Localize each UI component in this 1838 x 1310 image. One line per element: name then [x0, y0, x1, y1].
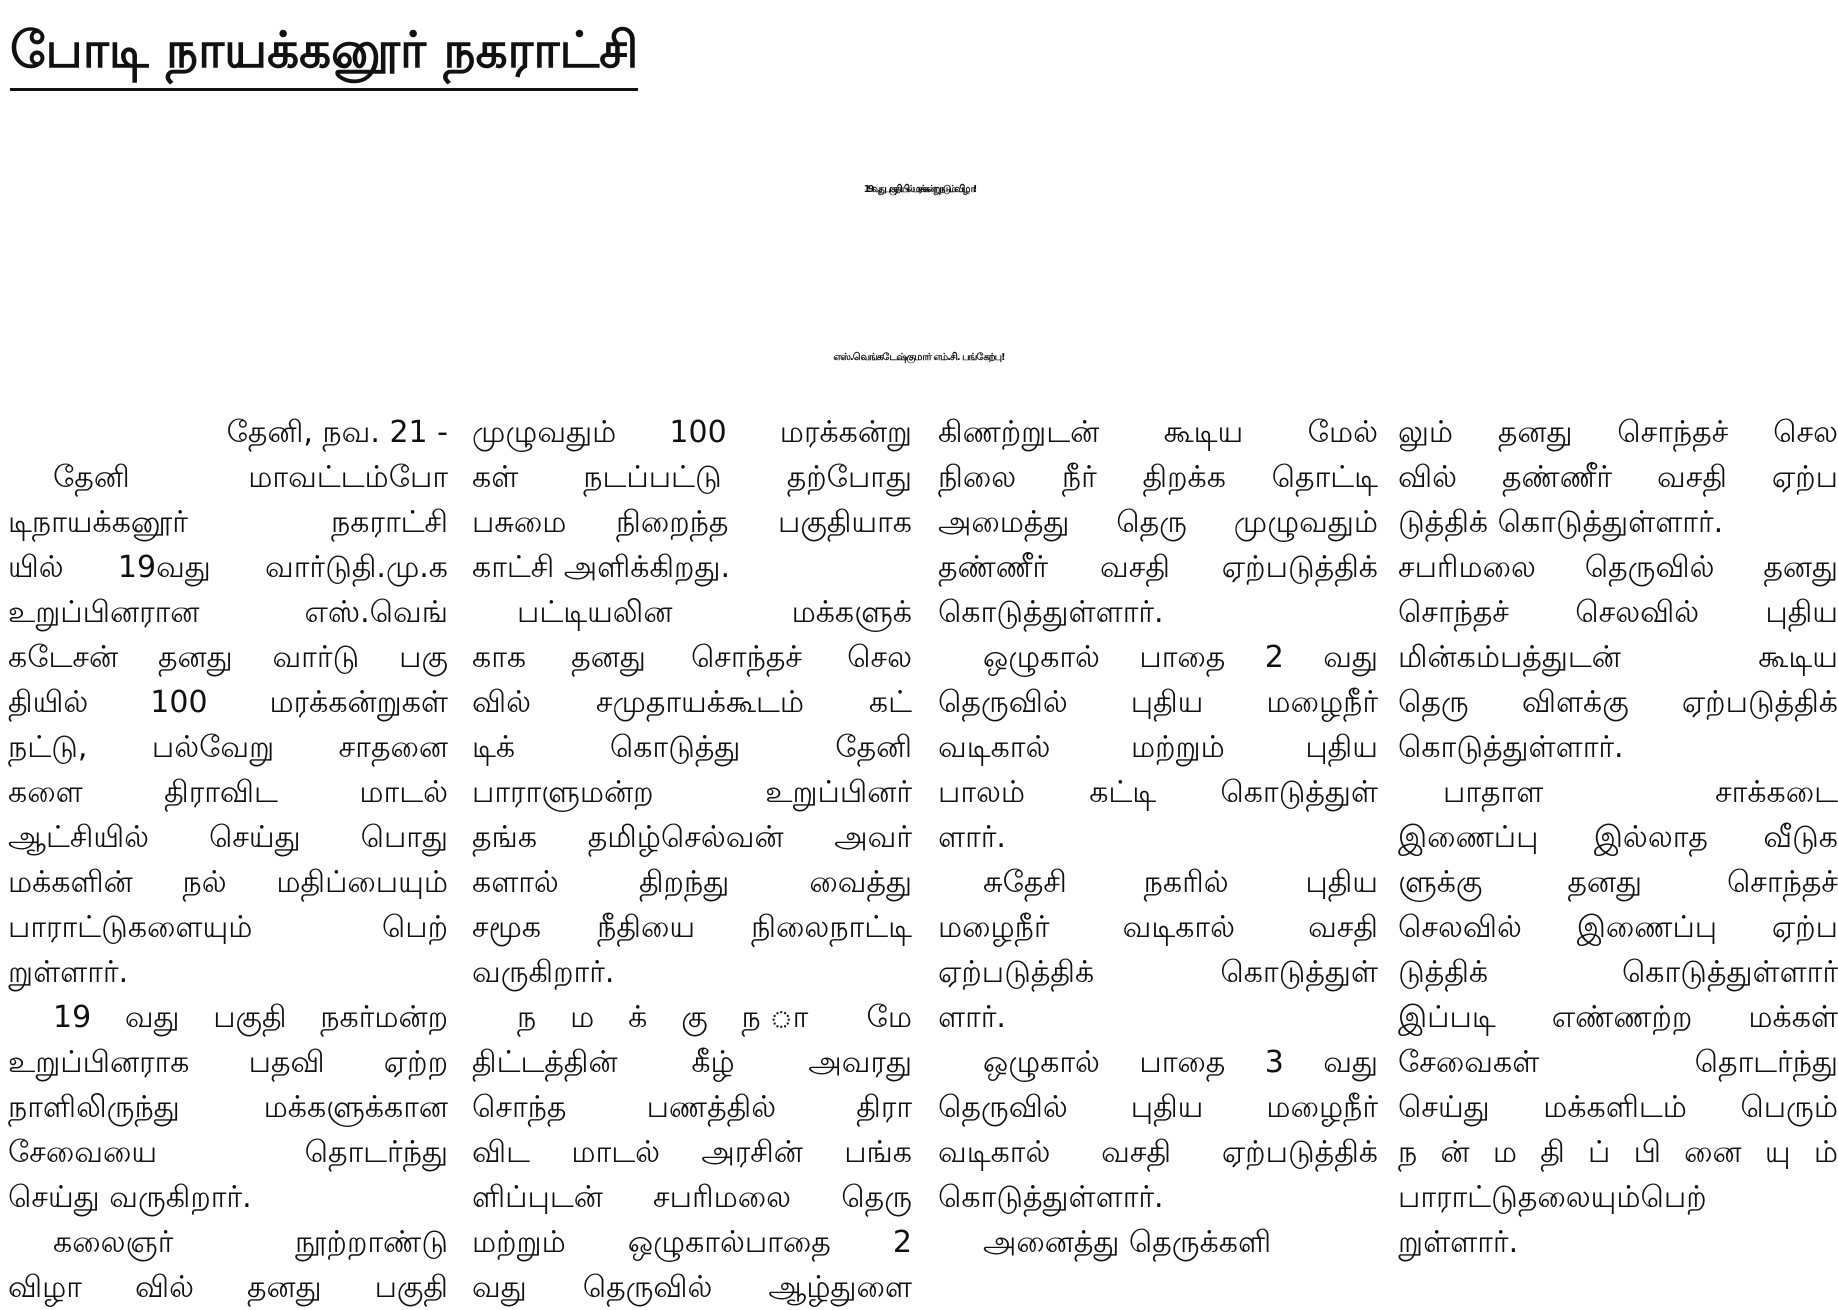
article-line: ஏற்படுத்திக் கொடுத்துள்: [938, 955, 1378, 990]
article-line: கொடுத்துள்ளார்.: [938, 595, 1164, 630]
article-line: மின்கம்பத்துடன் கூடிய: [1398, 640, 1838, 675]
article-line: இணைப்பு இல்லாத வீடுக: [1398, 820, 1838, 855]
article-line: கொடுத்துள்ளார்.: [938, 1180, 1164, 1215]
article-line: உறுப்பினரான எஸ்.வெங்: [8, 595, 448, 630]
article-column-3: [938, 410, 1378, 1260]
subheadline: எஸ்.வெங்கடேஷ்குமார் எம்.சி. பங்கேற்பு!: [833, 352, 1005, 363]
article-line: இப்படி எண்ணற்ற மக்கள்: [1398, 1000, 1838, 1035]
article-line: அனைத்து தெருக்களி: [983, 1225, 1272, 1260]
article-line: வது தெருவில் ஆழ்துளை: [472, 1270, 912, 1305]
article-line: நாளிலிருந்து மக்களுக்கான: [8, 1090, 448, 1125]
article-line: விழா வில் தனது பகுதி: [8, 1270, 448, 1305]
article-line: வில் தண்ணீர் வசதி ஏற்ப: [1398, 460, 1838, 495]
article-line: களை திராவிட மாடல்: [8, 775, 448, 810]
article-line: தேனி மாவட்டம்போ: [53, 460, 448, 495]
article-line: சேவைகள் தொடர்ந்து: [1398, 1045, 1838, 1080]
article-line: ஒழுகால் பாதை 3 வது: [983, 1045, 1378, 1080]
article-line: செய்து வருகிறார்.: [8, 1180, 252, 1215]
article-column-2: [472, 410, 912, 1305]
article-body: [8, 410, 1838, 1305]
article-line: டிக் கொடுத்து தேனி: [472, 730, 912, 765]
article-line: உறுப்பினராக பதவி ஏற்ற: [8, 1045, 448, 1080]
article-line: செலவில் இணைப்பு ஏற்ப: [1398, 910, 1838, 945]
article-line: சமூக நீதியை நிலைநாட்டி: [472, 910, 912, 945]
article-line: சபரிமலை தெருவில் தனது: [1398, 550, 1838, 585]
article-line: தெருவில் புதிய மழைநீர்: [938, 1090, 1378, 1125]
article-line: கடேசன் தனது வார்டு பகு: [8, 640, 448, 675]
section-kicker: போடி நாயக்கனூர் நகராட்சி: [10, 18, 638, 91]
article-line: டுத்திக் கொடுத்துள்ளார்: [1398, 955, 1838, 990]
article-line: கிணற்றுடன் கூடிய மேல்: [938, 415, 1378, 450]
article-column-4: [1398, 410, 1838, 1260]
article-line: விட மாடல் அரசின் பங்க: [472, 1135, 912, 1170]
article-line: நட்டு, பல்வேறு சாதனை: [8, 730, 448, 765]
article-line: டுத்திக் கொடுத்துள்ளார்.: [1398, 505, 1724, 540]
article-line: ளுக்கு தனது சொந்தச்: [1398, 865, 1838, 900]
article-line: களால் திறந்து வைத்து: [472, 865, 912, 900]
article-line: கள் நடப்பட்டு தற்போது: [472, 460, 912, 495]
article-line: சொந்தச் செலவில் புதிய: [1398, 595, 1838, 630]
article-line: காட்சி அளிக்கிறது.: [472, 550, 731, 585]
article-line: ந ம க் கு ந ா மே: [517, 1000, 912, 1035]
article-line: சுதேசி நகரில் புதிய: [983, 865, 1378, 900]
article-line: தங்க தமிழ்செல்வன் அவர்: [472, 820, 912, 855]
article-line: திட்டத்தின் கீழ் அவரது: [472, 1045, 912, 1080]
article-line: பாராட்டுதலையும்பெற்: [1398, 1180, 1707, 1215]
article-line: றுள்ளார்.: [1398, 1225, 1519, 1260]
article-line: ந ன் ம தி ப் பி னை யு ம்: [1398, 1135, 1838, 1170]
article-line: வில் சமுதாயக்கூடம் கட்: [472, 685, 912, 720]
article-line: யில் 19வது வார்டுதி.மு.க: [8, 550, 448, 585]
article-line: பாலம் கட்டி கொடுத்துள்: [938, 775, 1378, 810]
article-line: பசுமை நிறைந்த பகுதியாக: [472, 505, 912, 540]
article-line: வடிகால் வசதி ஏற்படுத்திக்: [938, 1135, 1378, 1170]
article-line: மற்றும் ஒழுகால்பாதை 2: [472, 1225, 912, 1260]
article-line: நிலை நீர் திறக்க தொட்டி: [938, 460, 1378, 495]
article-line: தேனி, நவ. 21 -: [226, 415, 448, 450]
article-line: வடிகால் மற்றும் புதிய: [938, 730, 1378, 765]
article-line: கலைஞர் நூற்றாண்டு: [53, 1225, 448, 1260]
article-line: ஒழுகால் பாதை 2 வது: [983, 640, 1378, 675]
article-line: றுள்ளார்.: [8, 955, 129, 990]
article-line: தியில் 100 மரக்கன்றுகள்: [8, 685, 448, 720]
article-line: வருகிறார்.: [472, 955, 615, 990]
headline: 19வது பகுதியில் மரக்கன்று நடும் விழா!: [863, 184, 975, 195]
article-line: ஆட்சியில் செய்து பொது: [8, 820, 448, 855]
article-line: கொடுத்துள்ளார்.: [1398, 730, 1624, 765]
article-line: சொந்த பணத்தில் திரா: [472, 1090, 912, 1125]
article-line: காக தனது சொந்தச் செல: [472, 640, 912, 675]
article-line: ளிப்புடன் சபரிமலை தெரு: [472, 1180, 912, 1215]
article-line: தண்ணீர் வசதி ஏற்படுத்திக்: [938, 550, 1378, 585]
article-line: லும் தனது சொந்தச் செல: [1398, 415, 1838, 450]
article-column-1: [8, 410, 448, 1305]
article-line: தெரு விளக்கு ஏற்படுத்திக்: [1398, 685, 1838, 720]
article-line: சேவையை தொடர்ந்து: [8, 1135, 448, 1170]
article-line: மழைநீர் வடிகால் வசதி: [938, 910, 1378, 945]
article-line: ளார்.: [938, 820, 1006, 855]
article-line: டிநாயக்கனூர் நகராட்சி: [8, 505, 448, 540]
article-line: தெருவில் புதிய மழைநீர்: [938, 685, 1378, 720]
article-line: அமைத்து தெரு முழுவதும்: [938, 505, 1378, 540]
article-line: மக்களின் நல் மதிப்பையும்: [8, 865, 448, 900]
article-line: பட்டியலின மக்களுக்: [517, 595, 912, 630]
article-line: முழுவதும் 100 மரக்கன்று: [472, 415, 912, 450]
article-line: பாதாள சாக்கடை: [1443, 775, 1838, 810]
article-line: செய்து மக்களிடம் பெரும்: [1398, 1090, 1838, 1125]
article-line: ளார்.: [938, 1000, 1006, 1035]
article-line: 19 வது பகுதி நகர்மன்ற: [53, 1000, 448, 1035]
article-line: பாராட்டுகளையும் பெற்: [8, 910, 448, 945]
article-line: பாராளுமன்ற உறுப்பினர்: [472, 775, 912, 810]
